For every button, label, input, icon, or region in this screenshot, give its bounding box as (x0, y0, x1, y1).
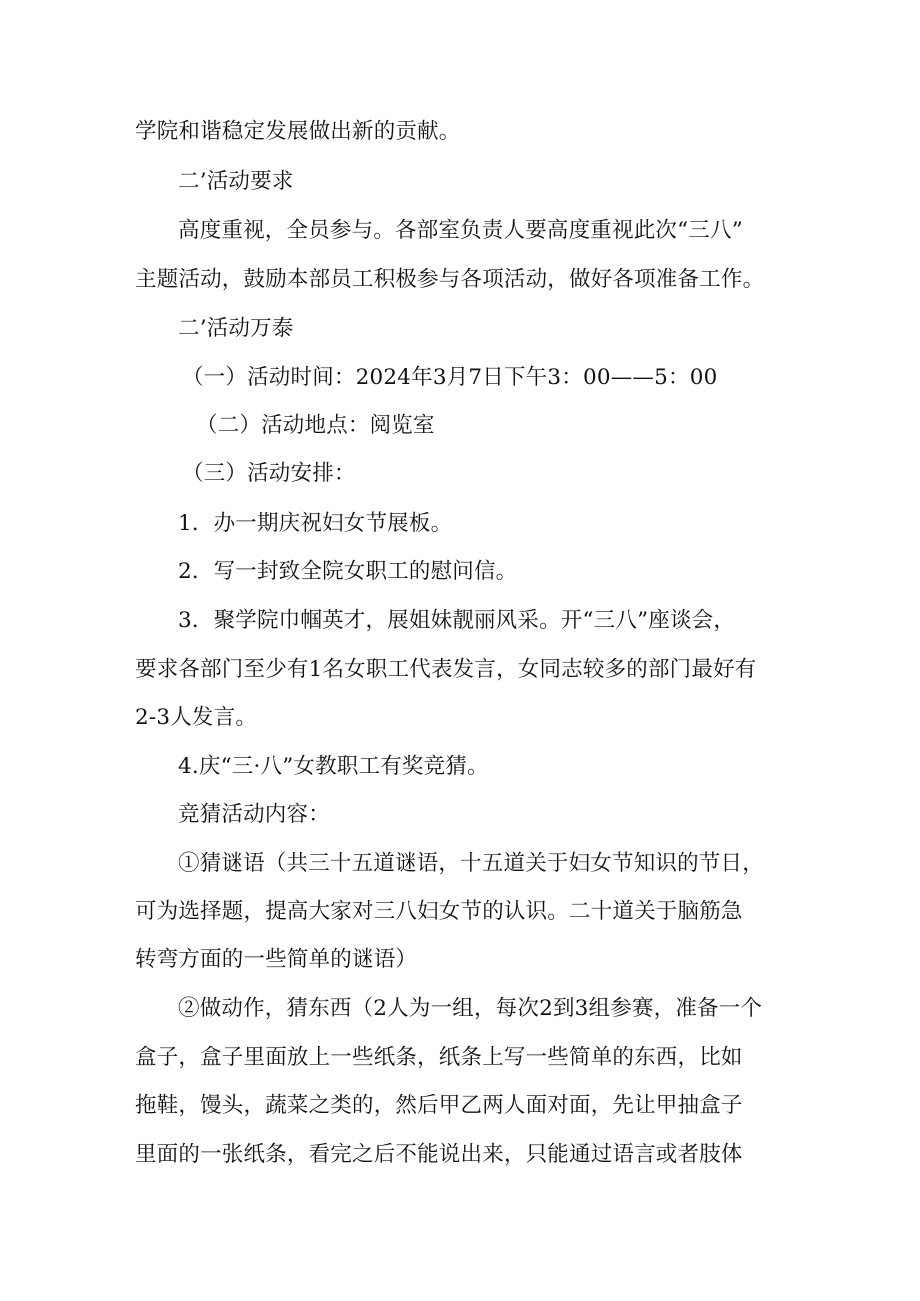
list-item: 2．写一封致全院女职工的慰问信。 (178, 559, 518, 584)
list-item: ①猜谜语（共三十五道谜语，十五道关于妇女节知识的节日， (178, 851, 764, 876)
text-line: 主题活动，鼓励本部员工积极参与各项活动，做好各项准备工作。 (135, 267, 765, 292)
text-line: 高度重视，全员参与。各部室负责人要高度重视此次“三八” (178, 218, 743, 243)
text-line: 要求各部门至少有1名女职工代表发言，女同志较多的部门最好有 (135, 657, 757, 682)
text-line: 学院和谐稳定发展做出新的贡献。 (135, 119, 461, 144)
text-line: 可为选择题，提高大家对三八妇女节的认识。二十道关于脑筋急 (135, 899, 743, 924)
text-line: 拖鞋，馒头，蔬菜之类的，然后甲乙两人面对面，先让甲抽盒子 (135, 1093, 743, 1118)
text-line: （三）活动安排： (182, 461, 356, 486)
list-item: 4.庆“三·八”女教职工有奖竞猜。 (178, 754, 489, 779)
list-item: ②做动作，猜东西（2人为一组，每次2到3组参赛，准备一个 (178, 996, 763, 1021)
text-line: 转弯方面的一些简单的谜语） (135, 947, 418, 972)
text-line: 盒子，盒子里面放上一些纸条，纸条上写一些简单的东西，比如 (135, 1045, 743, 1070)
section-heading: 二’活动万泰 (178, 316, 294, 341)
text-line: 竞猜活动内容： (178, 802, 330, 827)
text-line: 里面的一张纸条，看完之后不能说出来，只能通过语言或者肢体 (135, 1142, 743, 1167)
text-line: （一）活动时间：2024年3月7日下午3：00——5：00 (182, 365, 718, 390)
list-item: 3．聚学院巾帼英才，展姐妹靓丽风采。开“三八”座谈会， (178, 608, 736, 633)
text-line: 2-3人发言。 (135, 705, 258, 730)
text-line: （二）活动地点：阅览室 (196, 413, 435, 438)
section-heading: 二’活动要求 (178, 169, 294, 194)
list-item: 1．办一期庆祝妇女节展板。 (178, 511, 453, 536)
